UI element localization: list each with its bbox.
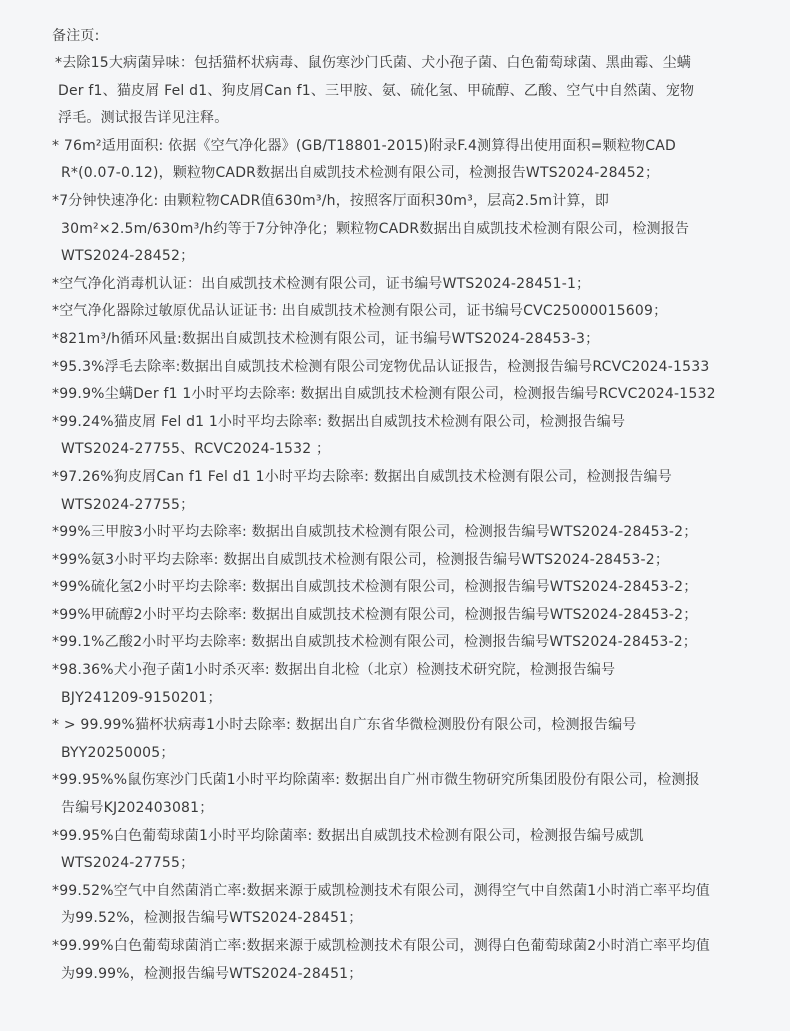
note-text: *98.36%犬小孢子菌1小时杀灭率: 数据出自北检（北京）检测技术研究院，检测报告编号	[52, 662, 616, 679]
note-text: *99.1%乙酸2小时平均去除率: 数据出自威凯技术检测有限公司，检测报告编号WTS2024-28453-2；	[52, 634, 698, 651]
note-text-continued: 为99.52%，检测报告编号WTS2024-28451；	[61, 910, 363, 927]
note-text-continued: BYY20250005；	[61, 744, 175, 761]
note-item	[52, 629, 760, 657]
note-text: *97.26%狗皮屑Can f1 Fel d1 1小时平均去除率: 数据出自威凯技术检测有限公司，检测报告编号	[52, 468, 672, 485]
note-item	[52, 602, 760, 630]
note-item	[52, 326, 760, 354]
note-item	[52, 188, 760, 271]
note-item	[52, 354, 760, 382]
note-item	[52, 50, 760, 133]
notes-list	[52, 50, 760, 988]
note-text: *99%氨3小时平均去除率: 数据出自威凯技术检测有限公司，检测报告编号WTS2024-28453-2；	[52, 551, 670, 568]
note-text: * 76m²适用面积: 依据《空气净化器》(GB/T18801-2015)附录F.4测算得出使用面积=颗粒物CAD	[52, 137, 676, 154]
note-text-continued: WTS2024-27755；	[61, 496, 195, 513]
note-item	[52, 381, 760, 409]
note-text: *99%硫化氢2小时平均去除率: 数据出自威凯技术检测有限公司，检测报告编号WTS2024-28453-2；	[52, 579, 698, 596]
note-item	[52, 933, 760, 988]
note-text: *7分钟快速净化: 由颗粒物CADR值630m³/h，按照客厅面积30m³，层高2.5m计算，即	[52, 192, 610, 209]
note-text: * > 99.99%猫杯状病毒1小时去除率: 数据出自广东省华微检测股份有限公司，检测报告编号	[52, 717, 637, 734]
note-item	[52, 409, 760, 464]
note-item	[52, 574, 760, 602]
note-text-continued: WTS2024-27755；	[61, 855, 195, 872]
note-text-continued: BJY241209-9150201；	[61, 689, 222, 706]
note-item	[52, 271, 760, 299]
note-item	[52, 547, 760, 575]
note-text-continued: WTS2024-27755、RCVC2024-1532 ；	[61, 441, 331, 458]
note-text: *99%甲硫醇2小时平均去除率: 数据出自威凯技术检测有限公司，检测报告编号WTS2024-28453-2；	[52, 606, 698, 623]
note-text: *去除15大病菌异味：包括猫杯状病毒、鼠伤寒沙门氏菌、犬小孢子菌、白色葡萄球菌、黑曲霉、尘螨	[55, 55, 692, 71]
note-text-continued: Der f1、猫皮屑 Fel d1、狗皮屑Can f1、三甲胺、氨、硫化氢、甲硫醇、乙酸、空气中自然菌、宠物	[58, 82, 695, 99]
note-item	[52, 823, 760, 878]
note-item	[52, 464, 760, 519]
note-text: *99.95%白色葡萄球菌1小时平均除菌率: 数据出自威凯技术检测有限公司，检测报告编号威凯	[52, 827, 644, 844]
note-item	[52, 519, 760, 547]
note-text-continued: 告编号KJ202403081；	[61, 800, 214, 817]
note-text: *821m³/h循环风量:数据出自威凯技术检测有限公司，证书编号WTS2024-28453-3；	[52, 330, 600, 347]
note-item	[52, 712, 760, 767]
note-text: *95.3%浮毛去除率:数据出自威凯技术检测有限公司宠物优品认证报告，检测报告编号RCVC2024-1533	[52, 358, 710, 375]
note-text-continued: 为99.99%，检测报告编号WTS2024-28451；	[61, 965, 363, 982]
note-item	[52, 133, 760, 188]
note-text-continued: WTS2024-28452；	[61, 248, 195, 265]
note-text: *空气净化器除过敏原优品认证证书: 出自威凯技术检测有限公司，证书编号CVC25000015609；	[52, 303, 668, 320]
note-text-continued: 30m²×2.5m/630m³/h约等于7分钟净化；颗粒物CADR数据出自威凯技术检测有限公司，检测报告	[61, 220, 690, 237]
note-text: *99.24%猫皮屑 Fel d1 1小时平均去除率: 数据出自威凯技术检测有限公司，检测报告编号	[52, 413, 626, 430]
note-item	[52, 878, 760, 933]
note-text-continued: 浮毛。测试报告详见注释。	[58, 110, 229, 127]
note-text: *99.9%尘螨Der f1 1小时平均去除率: 数据出自威凯技术检测有限公司，检测报告编号RCVC2024-1532	[52, 386, 716, 403]
note-item	[52, 657, 760, 712]
note-text: *99.99%白色葡萄球菌消亡率:数据来源于威凯检测技术有限公司，测得白色葡萄球菌2小时消亡率平均值	[52, 938, 711, 954]
note-text: *99%三甲胺3小时平均去除率: 数据出自威凯技术检测有限公司，检测报告编号WTS2024-28453-2；	[52, 524, 698, 541]
page-title: 备注页:	[52, 28, 100, 44]
note-item	[52, 767, 760, 822]
note-text: *99.52%空气中自然菌消亡率:数据来源于威凯检测技术有限公司，测得空气中自然菌1小时消亡率平均值	[52, 882, 711, 899]
note-text-continued: R*(0.07-0.12)，颗粒物CADR数据出自威凯技术检测有限公司，检测报告WTS2024-28452；	[61, 165, 660, 182]
note-item	[52, 298, 760, 326]
note-text: *空气净化消毒机认证：出自威凯技术检测有限公司，证书编号WTS2024-28451-1；	[52, 275, 591, 292]
note-text: *99.95%%鼠伤寒沙门氏菌1小时平均除菌率: 数据出自广州市微生物研究所集团股份有限公司，检测报	[52, 772, 700, 789]
